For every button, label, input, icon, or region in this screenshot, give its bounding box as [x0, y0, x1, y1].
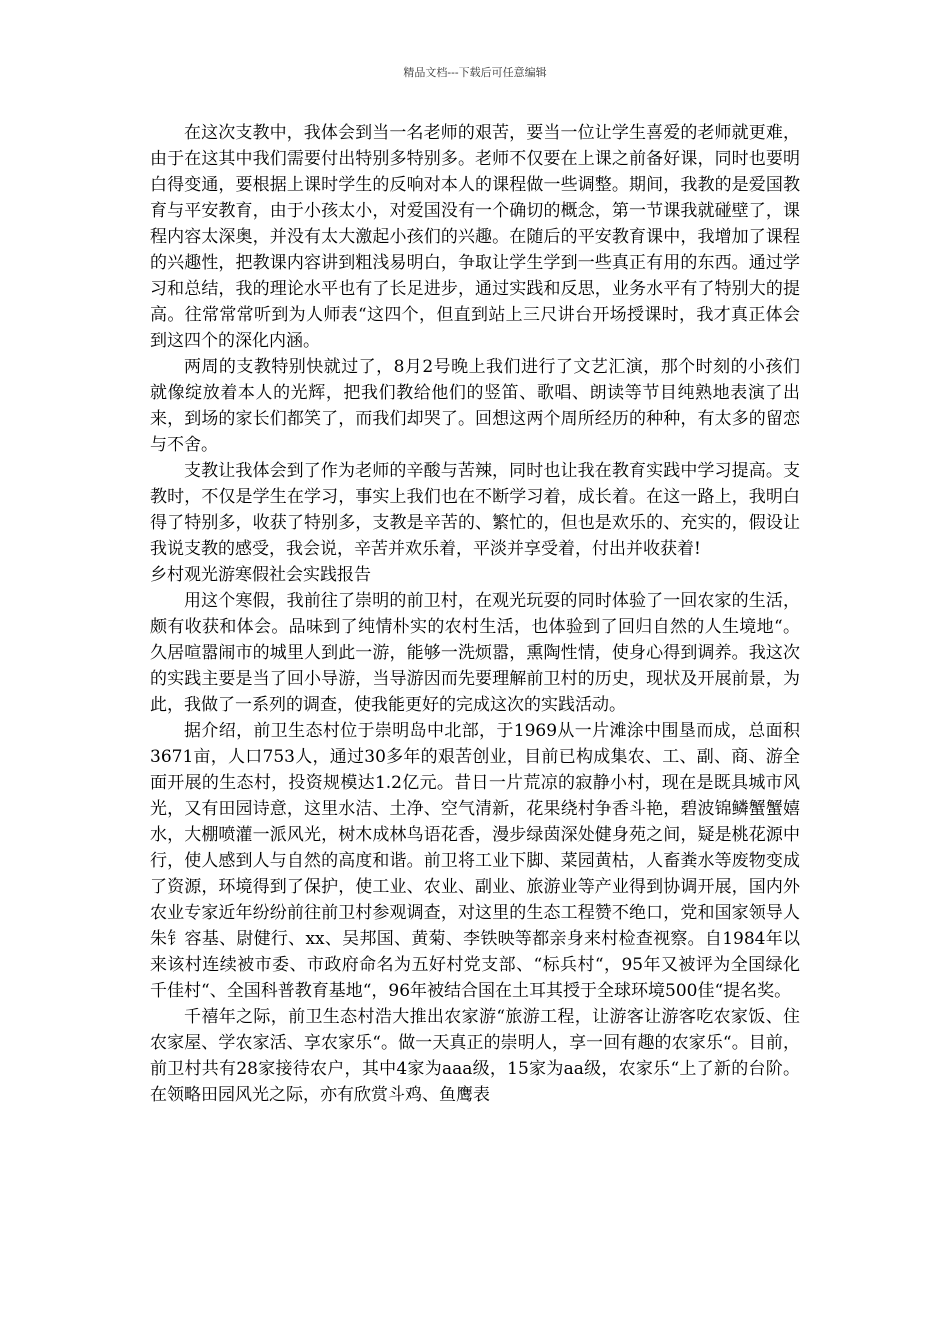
paragraph-farmhouse-tourism: 千禧年之际，前卫生态村浩大推出农家游“旅游工程，让游客让游客吃农家饭、住农家屋、学农家活、享农家乐“。做一天真正的崇明人，享一回有趣的农家乐“。目前，前卫村共有28家接待农户，其中4家为aaa级，15家为aa级，农家乐“上了新的台阶。在领略田园风光之际，亦有欣赏斗鸡、鱼鹰表 — [150, 1007, 800, 1105]
paragraph-teaching-experience: 在这次支教中，我体会到当一名老师的艰苦，要当一位让学生喜爱的老师就更难，由于在这其中我们需要付出特别多特别多。老师不仅要在上课之前备好课，同时也要明白得变通，要根据上课时学生的反响对本人的课程做一些调整。期间，我教的是爱国教育与平安教育，由于小孩太小，对爱国没有一个确切的概念，第一节课我就碰壁了，课程内容太深奥，并没有太大激起小孩们的兴趣。在随后的平安教育课中，我增加了课程的兴趣性，把教课内容讲到粗浅易明白，争取让学生学到一些真正有用的东西。通过学习和总结，我的理论水平也有了长足进步，通过实践和反思，业务水平有了特别大的提高。往常常常听到为人师表“这四个，但直到站上三尺讲台开场授课时，我才真正体会到这四个的深化内涵。 — [150, 123, 800, 351]
paragraph-art-performance: 两周的支教特别快就过了，8月2号晚上我们进行了文艺汇演，那个时刻的小孩们就像绽放着本人的光辉，把我们教给他们的竖笛、歌唱、朗读等节目纯熟地表演了出来，到场的家长们都笑了，而我们却哭了。回想这两个周所经历的种种，有太多的留恋与不舍。 — [150, 357, 800, 455]
paragraph-teaching-reflection: 支教让我体会到了作为老师的辛酸与苦辣，同时也让我在教育实践中学习提高。支教时，不仅是学生在学习，事实上我们也在不断学习着，成长着。在这一路上，我明白得了特别多，收获了特别多，支教是辛苦的、繁忙的，但也是欢乐的、充实的，假设让我说支教的感受，我会说，辛苦并欢乐着，平淡并享受着，付出并收获着! — [150, 461, 800, 559]
section-heading: 乡村观光游寒假社会实践报告 — [150, 565, 371, 585]
paragraph-village-introduction: 据介绍，前卫生态村位于崇明岛中北部，于1969从一片滩涂中围垦而成，总面积3671亩，人口753人，通过30多年的艰苦创业，目前已构成集农、工、副、商、游全面开展的生态村，投资规模达1.2亿元。昔日一片荒凉的寂静小村，现在是既具城市风光，又有田园诗意，这里水洁、土净、空气清新，花果绕村争香斗艳，碧波锦鳞蟹蟹嬉水，大棚喷灌一派风光，树木成林鸟语花香，漫步绿茵深处健身苑之间，疑是桃花源中行，使人感到人与自然的高度和谐。前卫将工业下脚、菜园黄枯，人畜粪水等废物变成了资源，环境得到了保护，使工业、农业、副业、旅游业等产业得到协调开展，国内外农业专家近年纷纷前往前卫村参观调查，对这里的生态工程赞不绝口，党和国家领导人朱钅容基、尉健行、xx、吴邦国、黄菊、李铁映等都亲身来村检查视察。自1984年以来该村连续被市委、市政府命名为五好村党支部、“标兵村“，95年又被评为全国绿化千佳村“、全国科普教育基地“，96年被结合国在土耳其授于全球环境500佳“提名奖。 — [150, 721, 800, 1001]
document-body — [150, 120, 800, 1108]
paragraph-winter-practice: 用这个寒假，我前往了崇明的前卫村，在观光玩耍的同时体验了一回农家的生活，颇有收获和体会。品味到了纯情朴实的农村生活，也体验到了回归自然的人生境地“。久居喧嚣闹市的城里人到此一游，能够一洗烦嚣，熏陶性情，使身心得到调养。我这次的实践主要是当了回小导游，当导游因而先要理解前卫村的历史，现状及开展前景，为此，我做了一系列的调查，使我能更好的完成这次的实践活动。 — [150, 591, 800, 715]
page-header: 精品文档---下载后可任意编辑 — [403, 66, 547, 79]
